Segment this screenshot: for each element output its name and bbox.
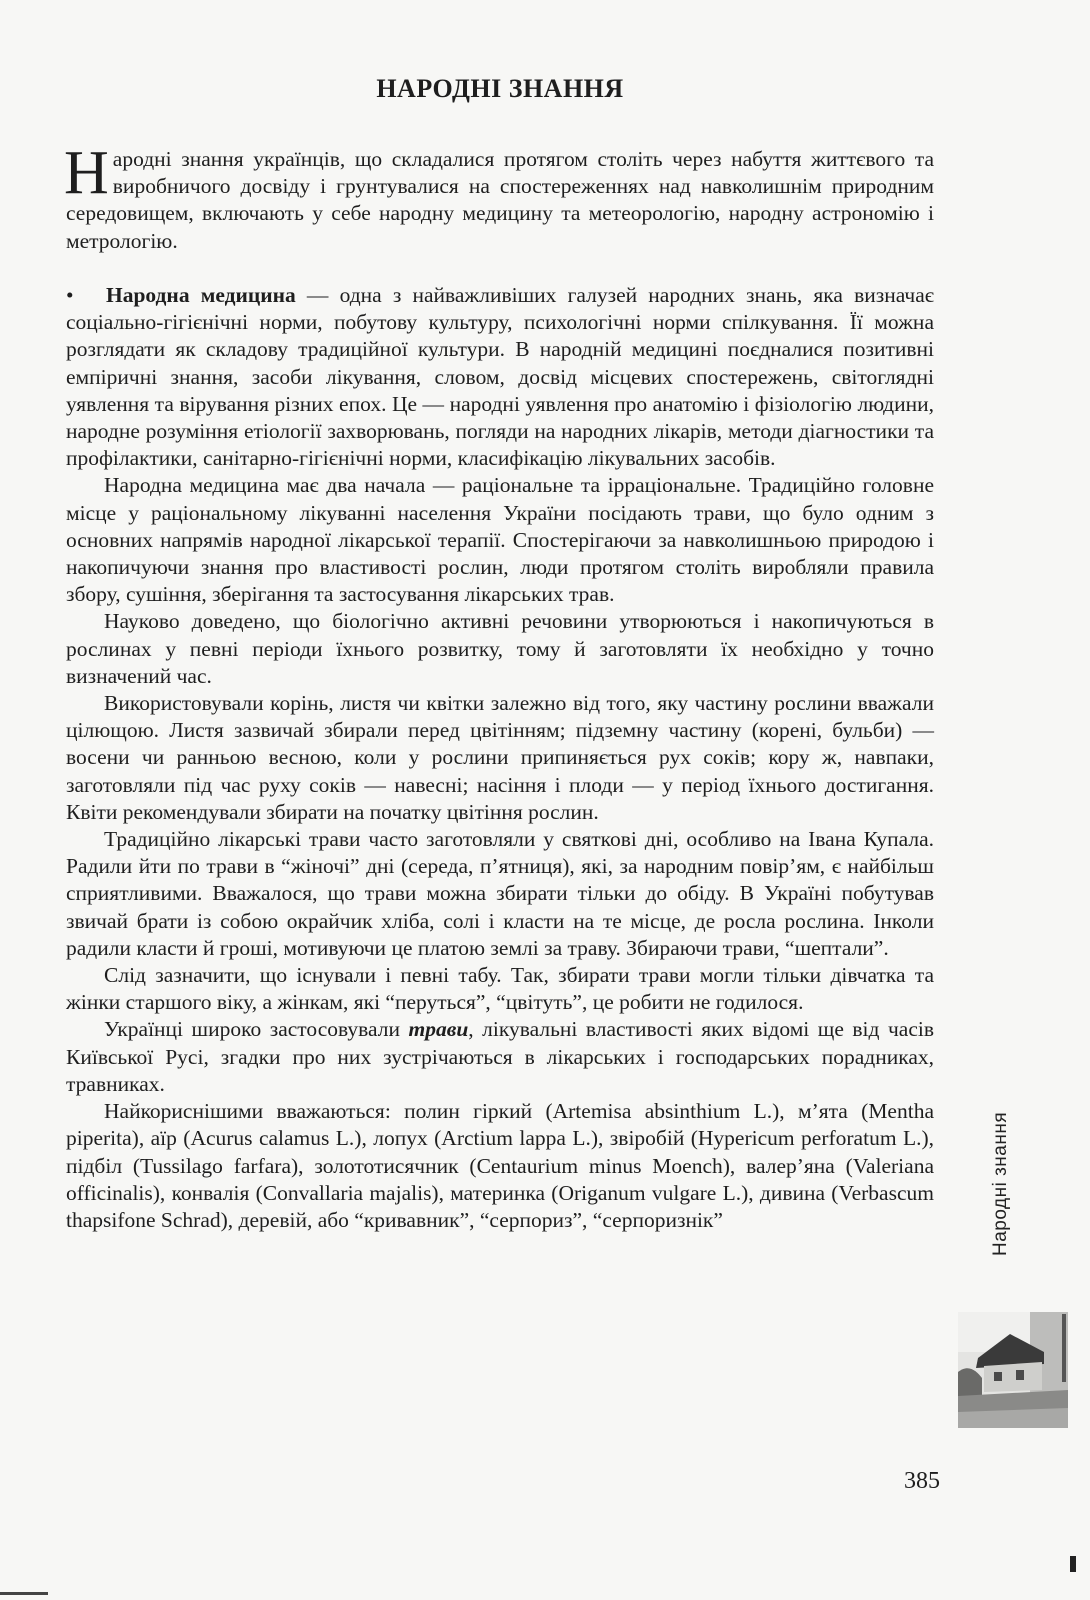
- drop-cap: Н: [64, 139, 109, 207]
- scan-mark: [1070, 1556, 1076, 1572]
- term-folk-medicine: Народна медицина: [106, 283, 296, 307]
- paragraph: Найкориснішими вважаються: полин гіркий (Artemisa absinthium L.), м’ята (Mentha piperita), аїр (Acurus calamus L.), лопух (Arctium lappa L.), звіробій (Hypericum perforatum L.), підбіл (Tussilago farfara), золототисячник (Centaurium minus Moench), валер’яна (Valeriana officinalis), конвалія (Convallaria majalis), материнка (Origanum vulgare L.), дивина (Verbascum thapsifone Schrad), деревій, або “кривавник”, “серпориз”, “серпоризнік”: [66, 1099, 934, 1232]
- intro-paragraph: [64, 139, 934, 255]
- paragraph-text: — одна з найважливіших галузей народних знань, яка визначає соціально-гігієнічні норми, побутову культуру, психологічні норми спілкування. Її можна розглядати як складову традиційної культури. В народній медицині поєдналися позитивні емпіричні знання, засоби лікування, словом, досвід місцевих спостережень, світоглядні уявлення та вірування різних епох. Це — народні уявлення про анатомію і фізіологію людини, народне розуміння етіології захворювань, погляди на народних лікарів, методи діагностики та профілактики, санітарно-гігієнічні норми, класифікацію лікувальних засобів.: [66, 283, 934, 471]
- body-text: [66, 282, 934, 1234]
- house-thumbnail-image: [958, 1312, 1068, 1428]
- page-number: 385: [904, 1468, 940, 1494]
- page-title: НАРОДНІ ЗНАННЯ: [376, 74, 624, 103]
- paragraph: Традиційно лікарські трави часто заготовляли у святкові дні, особливо на Івана Купала. Радили йти по трави в “жіночі” дні (середа, п’ятниця), які, за народним повір’ям, є найбільш сприятливими. Вважалося, що трави можна збирати тільки до обіду. В Україні побутував звичай брати із собою окрайчик хліба, солі і класти на те місце, де росла рослина. Інколи радили класти й гроші, мотивуючи це платою землі за траву. Збираючи трави, “шептали”.: [66, 827, 934, 960]
- term-herbs: трави: [408, 1017, 469, 1042]
- paragraph-text: , лікувальні властивості яких відомі ще від часів Київської Русі, згадки про них зустрічаються в лікарських і господарських порадниках, травниках.: [66, 1017, 934, 1096]
- intro-text: ародні знання українців, що складалися протягом століть через набуття життєвого та виробничого досвіду і грунтувалися на спостереженнях над навколишнім природним середовищем, включають у себе народну медицину та метеорологію, народну астрономію і метрологію.: [66, 147, 934, 253]
- paragraph: Народна медицина має два начала — раціональне та ірраціональне. Традиційно головне місце у раціональному лікуванні населення України посідають трави, що було одним з основних напрямів народної лікарської терапії. Спостерігаючи за навколишньою природою і накопичуючи знання про властивості рослин, люди протягом століть виробляли правила збору, сушіння, зберігання та застосування лікарських трав.: [66, 473, 934, 607]
- paragraph-text: Українці широко застосовували: [104, 1017, 409, 1042]
- bullet-icon: •: [66, 283, 74, 307]
- paragraph-herbs: [66, 1016, 934, 1098]
- paragraph: Використовували корінь, листя чи квітки залежно від того, яку частину рослини вважали цілющою. Листя зазвичай збирали перед цвітінням; підземну частину (корені, бульби) — восени чи ранньою весною, коли у рослини припиняється рух соків; кору ж, навпаки, заготовляли під час руху соків — навесні; насіння і плоди — у період їхнього достигання. Квіти рекомендували збирати на початку цвітіння рослин.: [66, 691, 934, 824]
- section-side-label: Народні знання: [990, 1111, 1011, 1257]
- paragraph: Науково доведено, що біологічно активні речовини утворюються і накопичуються в рослинах у певні періоди їхнього розвитку, тому й заготовляти їх необхідно у точно визначений час.: [66, 609, 934, 688]
- scan-mark: [0, 1592, 48, 1595]
- paragraph: Слід зазначити, що існували і певні табу. Так, збирати трави могли тільки дівчатка та жінки старшого віку, а жінкам, які “перуться”, “цвітуть”, це робити не годилося.: [66, 963, 934, 1015]
- paragraph-medicine: [66, 282, 934, 472]
